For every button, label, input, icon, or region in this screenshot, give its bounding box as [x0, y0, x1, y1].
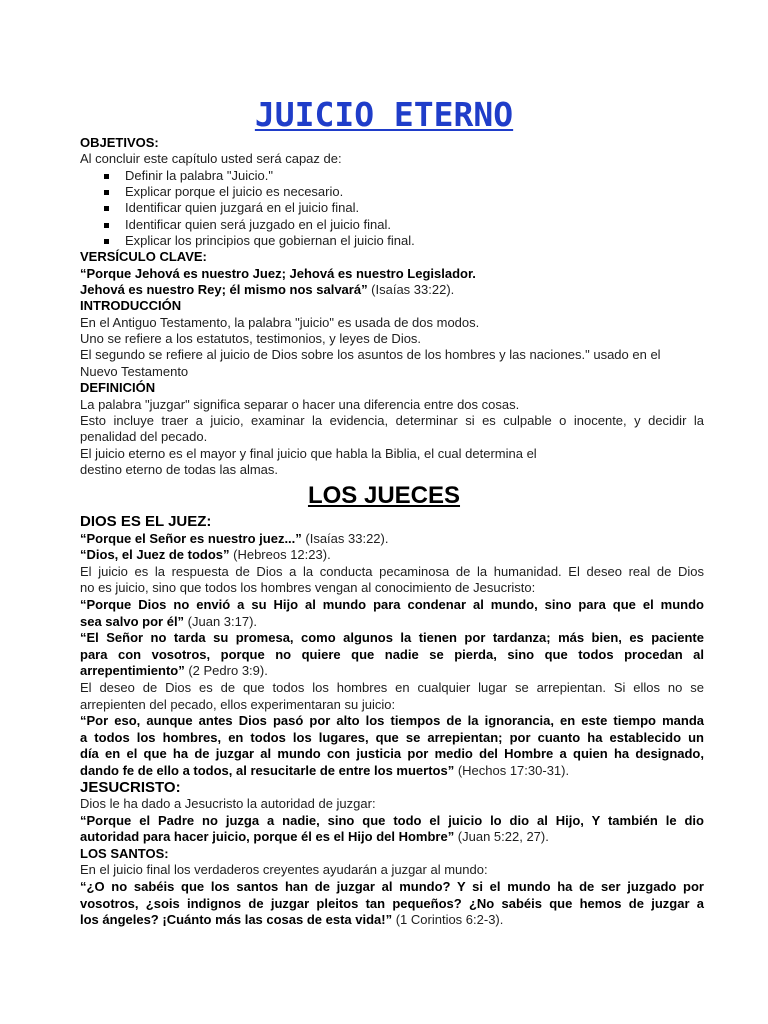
bullet-square-icon — [104, 206, 109, 211]
objective-text: Explicar los principios que gobiernan el juicio final. — [125, 233, 415, 249]
bullet-square-icon — [104, 223, 109, 228]
definition-line: Esto incluye traer a juicio, examinar la evidencia, determinar si es culpable o inocente, y decidir la — [80, 412, 704, 428]
section-title: LOS JUECES — [307, 482, 461, 509]
key-verse-text: Jehová es nuestro Rey; él mismo nos salvará” — [80, 282, 368, 298]
saints-intro: En el juicio final los verdaderos creyentes ayudarán a juzgar al mundo: — [80, 862, 488, 878]
objectives-intro: Al concluir este capítulo usted será capaz de: — [80, 151, 342, 167]
paragraph-line: El juicio es la respuesta de Dios a la conducta pecaminosa de la humanidad. El deseo real de Dios — [80, 563, 704, 579]
verse-line: “Por eso, aunque antes Dios pasó por alto los tiempos de la ignorancia, en este tiempo manda — [80, 713, 704, 729]
jesus-christ-heading: JESUCRISTO: — [80, 778, 181, 796]
verse-line — [80, 614, 704, 631]
verse-line — [80, 547, 704, 564]
introduction-line: Uno se refiere a los estatutos, testimonios, y leyes de Dios. — [80, 331, 422, 347]
key-verse-heading: VERSÍCULO CLAVE: — [80, 249, 207, 265]
document-title: JUICIO ETERNO — [254, 95, 514, 134]
bullet-square-icon — [104, 190, 109, 195]
introduction-line: El segundo se refiere al juicio de Dios sobre los asuntos de los hombres y las naciones." usado en el — [80, 347, 661, 363]
paragraph-line: El deseo de Dios es de que todos los hombres en cualquier lugar se arrepientan. Si ellos no se — [80, 679, 704, 695]
definition-line: La palabra "juzgar" significa separar o hacer una diferencia entre dos cosas. — [80, 396, 520, 412]
verse-reference: (2 Pedro 3:9). — [188, 663, 268, 679]
objective-item — [80, 168, 704, 184]
verse-text: autoridad para hacer juicio, porque él es el Hijo del Hombre” — [80, 829, 455, 845]
paragraph-line: arrepienten del pecado, ellos experimentaran su juicio: — [80, 696, 396, 712]
objective-item — [80, 184, 704, 200]
verse-line — [80, 663, 704, 680]
verse-text: sea salvo por él” — [80, 613, 185, 629]
introduction-line: En el Antiguo Testamento, la palabra "juicio" es usada de dos modos. — [80, 314, 480, 330]
definition-line: penalidad del pecado. — [80, 429, 208, 445]
verse-line: para con vosotros, porque no quiere que nadie se pierda, sino que todos procedan al — [80, 646, 704, 662]
saints-heading: LOS SANTOS: — [80, 845, 169, 861]
verse-line — [80, 912, 704, 929]
verse-reference: (Isaías 33:22). — [305, 530, 389, 546]
objective-item — [80, 233, 704, 249]
verse-line: “Porque el Padre no juzga a nadie, sino que todo el juicio lo dio al Hijo, Y también le dio — [80, 812, 704, 828]
god-judge-heading: DIOS ES EL JUEZ: — [80, 513, 212, 530]
verse-reference: (Hebreos 12:23). — [233, 547, 331, 563]
verse-text: los ángeles? ¡Cuánto más las cosas de esta vida!” — [80, 912, 393, 928]
verse-text: dando fe de ello a todos, al resucitarle de entre los muertos” — [80, 762, 455, 778]
verse-line — [80, 829, 704, 846]
definition-heading: DEFINICIÓN — [80, 380, 156, 396]
intro-section — [80, 135, 704, 478]
verse-line — [80, 531, 704, 548]
key-verse-reference: (Isaías 33:22). — [371, 282, 455, 298]
bullet-square-icon — [104, 239, 109, 244]
objective-item — [80, 217, 704, 233]
verse-reference: (Hechos 17:30-31). — [457, 762, 570, 778]
jesus-christ-intro: Dios le ha dado a Jesucristo la autoridad de juzgar: — [80, 796, 376, 812]
verse-text: “Porque el Señor es nuestro juez...” — [80, 530, 302, 546]
verse-reference: (Juan 3:17). — [187, 613, 258, 629]
bullet-square-icon — [104, 174, 109, 179]
objective-text: Identificar quien será juzgado en el juicio final. — [125, 216, 391, 232]
judges-section — [80, 514, 704, 929]
verse-text: “Dios, el Juez de todos” — [80, 547, 230, 563]
verse-line: día en el que ha de juzgar al mundo con justicia por medio del Hombre a quien ha designado, — [80, 746, 704, 762]
verse-line: “El Señor no tarda su promesa, como algunos la tienen por tardanza; más bien, es paciente — [80, 630, 704, 646]
introduction-line: Nuevo Testamento — [80, 363, 189, 379]
definition-line: destino eterno de todas las almas. — [80, 461, 279, 477]
objective-text: Identificar quien juzgará en el juicio final. — [125, 200, 360, 216]
verse-line: “Porque Dios no envió a su Hijo al mundo para condenar al mundo, sino para que el mundo — [80, 596, 704, 612]
verse-line: vosotros, ¿sois indignos de juzgar pleitos tan pequeños? ¿No sabéis que hemos de juzgar a — [80, 895, 704, 911]
key-verse-line: “Porque Jehová es nuestro Juez; Jehová es nuestro Legislador. — [80, 265, 476, 281]
verse-reference: (Juan 5:22, 27). — [457, 829, 549, 845]
paragraph-line: no es juicio, sino que todos los hombres vengan al conocimiento de Jesucristo: — [80, 580, 536, 596]
objective-text: Explicar porque el juicio es necesario. — [125, 184, 344, 200]
key-verse-line — [80, 282, 704, 298]
verse-line — [80, 763, 704, 780]
objective-text: Definir la palabra "Juicio." — [125, 167, 273, 183]
introduction-heading: INTRODUCCIÓN — [80, 298, 182, 314]
verse-line: a todos los hombres, en todos los lugares, que se arrepientan; por cuanto ha establecido un — [80, 729, 704, 745]
verse-reference: (1 Corintios 6:2-3). — [395, 912, 504, 928]
definition-line: El juicio eterno es el mayor y final juicio que habla la Biblia, el cual determina el — [80, 445, 537, 461]
verse-line: “¿O no sabéis que los santos han de juzgar al mundo? Y si el mundo ha de ser juzgado por — [80, 879, 704, 895]
objectives-heading: OBJETIVOS: — [80, 135, 159, 150]
objective-item — [80, 200, 704, 216]
verse-text: arrepentimiento” — [80, 663, 185, 679]
